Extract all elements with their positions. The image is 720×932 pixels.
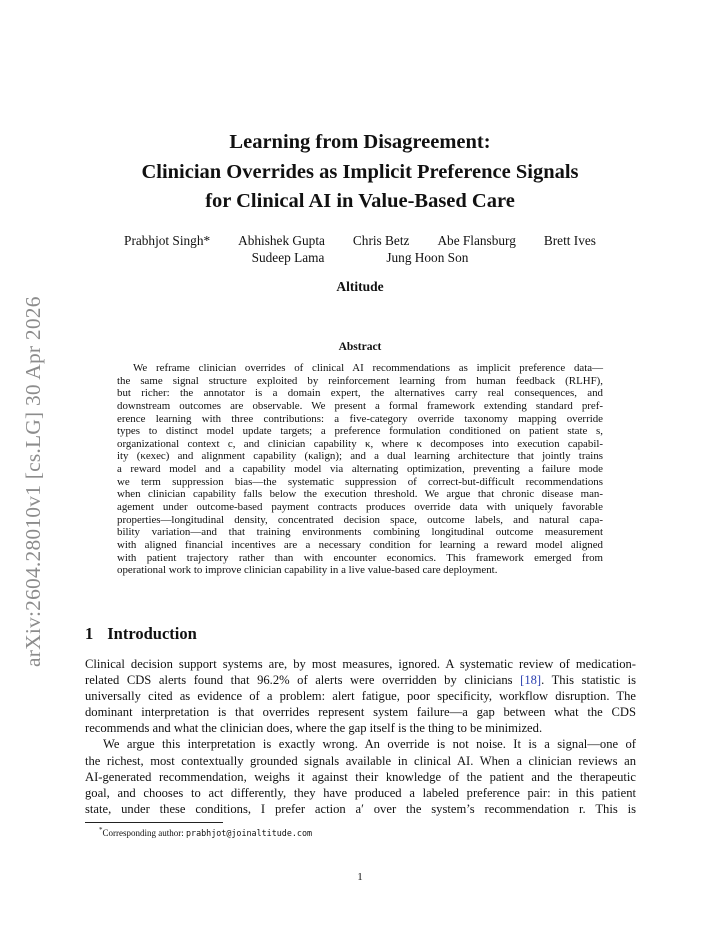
author-list [85,233,635,266]
abstract-line: organizational context c, and clinician capability κ, where κ decomposes into execution capabil- [117,437,603,450]
footnote [99,826,312,838]
abstract-line: properties—longitudinal density, concentrated decision space, outcome labels, and natural capa- [117,513,603,526]
abstract-body [117,362,603,577]
body-line: goal, and chooses to act differently, they have produced a labeled preference pair: in this patient [85,785,636,800]
section-number: 1 [85,624,94,643]
footnote-label: Corresponding author: [102,828,184,838]
body-line: We argue this interpretation is exactly wrong. An override is not noise. It is a signal—one of [103,737,636,752]
section-title: Introduction [107,624,197,643]
author-name: Chris Betz [352,233,410,248]
author-name: Sudeep Lama [251,249,325,265]
abstract-line: a reward model and a capability model via alternating optimization, preventing a failure mode [117,463,603,476]
abstract-line: the same signal structure exploited by reinforcement learning from human feedback (RLHF), [117,374,603,387]
abstract-line: We reframe clinician overrides of clinical AI recommendations as implicit preference data— [133,362,603,374]
body-line: universally cited as evidence of a problem: alert fatigue, poor specificity, workflow disruption. The [85,689,636,704]
author-name: Prabhjot Singh* [124,233,211,248]
footnote-mark: * [99,826,103,834]
body-line: related CDS alerts found that 96.2% of alerts were overridden by clinicians [18]. This statistic is [85,673,636,688]
footnote-rule [85,822,223,823]
body-line: the richest, most contextually grounded signals available in clinical AI. When a clinician reviews an [85,753,636,768]
abstract-line: ity (κexec) and alignment capability (κalign); and a dual learning architecture that jointly trains [117,450,603,463]
author-row-2 [85,250,635,267]
abstract-heading: Abstract [338,341,382,353]
author-name: Abhishek Gupta [238,233,325,248]
body-line: Clinical decision support systems are, by most measures, ignored. A systematic review of medication- [85,657,636,671]
paper-title [85,128,635,217]
introduction-body [85,656,636,817]
page-number: 1 [357,871,363,883]
body-line: dominant interpretation is that overrides represent system failure—a gap between what the CDS [85,705,636,720]
body-line: recommends and what the clinician does, where the gap itself is the thing to be minimized. [85,721,543,736]
abstract-line: operational work to improve clinician capability in a live value-based care deployment. [117,564,498,577]
abstract-line: with patient trajectory rather than with encounter economics. This framework emerged from [117,551,603,564]
abstract-line: agement under outcome-based payment contracts produces override data with uniquely favorable [117,501,603,514]
abstract-line: downstream outcomes are observable. We present a formal framework extending standard pref- [117,399,603,412]
body-line: state, under these conditions, I prefer action a′ over the system’s recommendation r. This is [85,801,636,816]
author-name: Jung Hoon Son [386,249,469,265]
title-line-3: for Clinical AI in Value-Based Care [205,190,515,212]
abstract-line: but richer: the annotator is a domain expert, the alternatives carry real consequences, and [117,387,603,400]
affiliation: Altitude [336,279,384,294]
footnote-email[interactable]: prabhjot@joinaltitude.com [186,828,313,838]
author-name: Abe Flansburg [437,233,516,248]
arxiv-identifier-stamp: arXiv:2604.28010v1 [cs.LG] 30 Apr 2026 [21,296,45,667]
abstract-line: erence learning with three contributions: a five-category override taxonomy mapping override [117,412,603,425]
author-name: Brett Ives [543,233,596,248]
abstract-line: when clinician capability falls below the execution threshold. We argue that chronic disease man- [117,488,603,501]
abstract-line: with aligned financial incentives are a necessary condition for learning a reward model aligned [117,538,603,551]
abstract-line: types to distinct model update targets; a preference formulation conditioned on patient state s, [117,425,603,438]
section-heading [85,624,197,644]
author-row-1 [85,233,635,250]
title-line-2: Clinician Overrides as Implicit Preference Signals [141,160,579,183]
abstract-line: bility variation—and that training environments combining longitudinal outcome measurement [117,526,603,539]
abstract-line: we term suppression bias—the systematic suppression of correct-but-difficult recommendations [117,475,603,488]
citation-link[interactable]: [18] [520,673,542,688]
body-line: AI-generated recommendation, weighs it against their knowledge of the patient and the therapeutic [85,769,636,784]
title-line-1: Learning from Disagreement: [229,131,491,153]
